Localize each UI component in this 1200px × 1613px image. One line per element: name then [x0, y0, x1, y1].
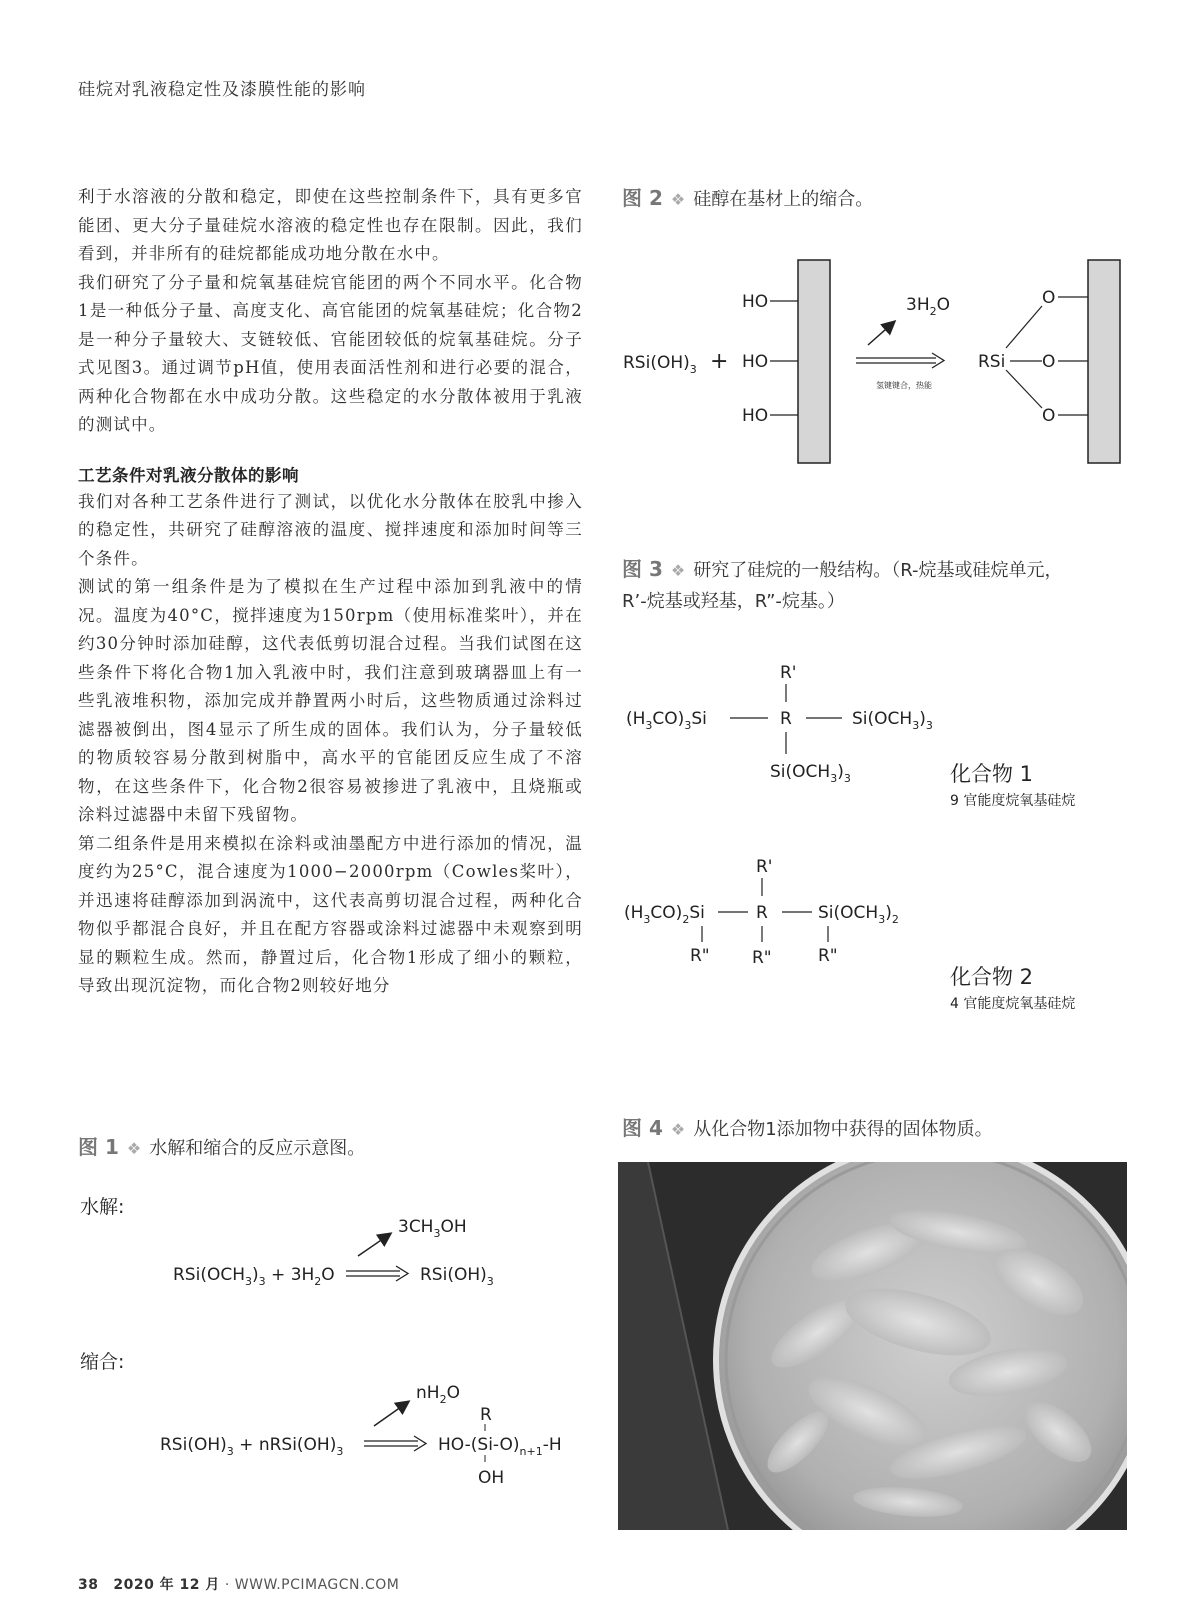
figure-2-caption [622, 183, 873, 215]
r-double-prime-label: R" [752, 948, 772, 968]
paragraph: 测试的第一组条件是为了模拟在生产过程中添加到乳液中的情况。温度为40°C，搅拌速度为150rpm（使用标准桨叶），并在约30分钟时添加硅醇，这代表低剪切混合过程。当我们试图在这些条件下将化合物1加入乳液中时，我们注意到玻璃器皿上有一些乳液堆积物，添加完成并静置两小时后，这些物质通过涂料过滤器被倒出，图4显示了所生成的固体。我们认为，分子量较低的物质较容易分散到树脂中，高水平的官能团反应生成了不溶物，在这些条件下，化合物2很容易被掺进了乳液中，且烧瓶或涂料过滤器中未留下残留物。 [78, 577, 583, 824]
hydrolysis-product: $RSi(OH)_3$ [420, 1265, 494, 1288]
silane-center: RSi [978, 352, 1006, 372]
figure-1-caption-text: 水解和缩合的反应示意图。 [149, 1138, 366, 1159]
paragraph: 我们研究了分子量和烷氧基硅烷官能团的两个不同水平。化合物1是一种低分子量、高度支化、高官能团的烷氧基硅烷；化合物2是一种分子量较大、支链较低、官能团较低的烷氧基硅烷。分子式见图3。通过调节pH值，使用表面活性剂和进行必要的混合，两种化合物都在水中成功分散。这些稳定的水分散体被用于乳液的测试中。 [78, 272, 583, 434]
section-title: 工艺条件对乳液分散体的影响 [78, 465, 299, 485]
r-double-prime-label: R" [690, 946, 710, 966]
trimethoxysilyl-group: $Si(OCH_3)_3$ [770, 762, 851, 785]
paragraph: 第二组条件是用来模拟在涂料或油墨配方中进行添加的情况，温度约为25°C，混合速度为1000−2000rpm（Cowles桨叶），并迅速将硅醇添加到涡流中，这代表高剪切混合过程，两种化合物似乎都混合良好，并且在配方容器或涂料过滤器中未观察到明显的颗粒生成。然而，静置过后，化合物1形成了细小的颗粒，导致出现沉淀物，而化合物2则较好地分 [78, 833, 583, 995]
figure-3-label: 图 3 [622, 557, 663, 581]
figure-3-caption [622, 554, 1122, 617]
r-double-prime-label: R" [818, 946, 838, 966]
figure-2-caption-text: 硅醇在基材上的缩合。 [693, 189, 874, 210]
hydroxyl-label: HO [742, 406, 769, 426]
trimethoxysilyl-group: $Si(OCH_3)_3$ [852, 709, 933, 732]
condensation-byproduct: $nH_2O$ [416, 1383, 460, 1406]
oxygen-label: O [1042, 352, 1056, 372]
arrow-note: 氢键键合，热能 [876, 381, 932, 390]
dimethoxysilyl-group: $(H_3CO)_2Si$ [624, 903, 705, 926]
oxygen-label: O [1042, 288, 1056, 308]
issue-date: 2020 年 12 月 [113, 1577, 220, 1593]
compound-2-name: 化合物 2 [950, 965, 1034, 989]
diamond-icon: ❖ [670, 190, 686, 209]
figure-4-caption-text: 从化合物1添加物中获得的固体物质。 [693, 1119, 993, 1140]
page-number: 38 [78, 1577, 99, 1593]
figure-3-caption-line1: 研究了硅烷的一般结构。（R-烷基或硅烷单元， [693, 560, 1063, 581]
r-center: R [756, 903, 768, 923]
dimethoxysilyl-group: $Si(OCH_3)_2$ [818, 903, 899, 926]
substrate-left [798, 260, 830, 463]
diamond-icon: ❖ [670, 1120, 686, 1139]
paragraph: 利于水溶液的分散和稳定，即使在这些控制条件下，具有更多官能团、更大分子量硅烷水溶液的稳定性也存在限制。因此，我们看到，并非所有的硅烷都能成功地分散在水中。 [78, 187, 583, 263]
trimethoxysilyl-group: $(H_3CO)_3Si$ [626, 709, 707, 732]
compound-1-desc: 9 官能度烷氧基硅烷 [950, 793, 1076, 809]
figure-3-diagram [618, 650, 1138, 1050]
figure-3-caption-line2: R’-烷基或羟基，R”-烷基。） [622, 591, 845, 612]
running-header: 硅烷对乳液稳定性及漆膜性能的影响 [78, 80, 366, 100]
figure-4-photo [618, 1162, 1127, 1530]
figure-1-diagram [78, 1180, 598, 1540]
r-center: R [780, 709, 792, 729]
condensation-product: $HO-(Si-O)_{n+1}-H$ [438, 1435, 562, 1458]
r-prime-label: R' [780, 663, 797, 683]
footer-separator: · [224, 1577, 230, 1593]
diamond-icon: ❖ [126, 1139, 142, 1158]
compound-1-name: 化合物 1 [950, 762, 1034, 786]
oxygen-label: O [1042, 406, 1056, 426]
r-prime-label: R' [756, 857, 773, 877]
condensation-oh-group: OH [478, 1468, 505, 1488]
petri-dish-photo [618, 1162, 1127, 1530]
hydrolysis-label: 水解: [80, 1196, 125, 1218]
hydroxyl-label: HO [742, 292, 769, 312]
figure-2-diagram [618, 240, 1138, 480]
figure-1-caption [78, 1132, 365, 1164]
page-footer [78, 1574, 399, 1594]
figure-1-label: 图 1 [78, 1135, 119, 1159]
figure-2-label: 图 2 [622, 186, 663, 210]
substrate-right [1088, 260, 1120, 463]
compound-2-desc: 4 官能度烷氧基硅烷 [950, 996, 1076, 1012]
hydrolysis-reactants: $RSi(OCH_3)_3 + 3H_2O$ [173, 1265, 335, 1288]
condensation-label: 缩合: [80, 1351, 125, 1373]
website-url: WWW.PCIMAGCN.COM [234, 1577, 400, 1593]
left-column [78, 183, 583, 1001]
plus-sign: + [710, 349, 729, 374]
diamond-icon: ❖ [670, 561, 686, 580]
silanol-reactant: $RSi(OH)_3$ [623, 353, 697, 376]
paragraph: 我们对各种工艺条件进行了测试，以优化水分散体在胶乳中掺入的稳定性，共研究了硅醇溶液的温度、搅拌速度和添加时间等三个条件。 [78, 491, 583, 568]
water-byproduct: $3H_2O$ [906, 295, 950, 318]
condensation-reactants: $RSi(OH)_3$ + $nRSi(OH)_3$ [160, 1435, 344, 1458]
figure-4-label: 图 4 [622, 1116, 663, 1140]
hydroxyl-label: HO [742, 352, 769, 372]
hydrolysis-byproduct: $3CH_3OH$ [398, 1217, 467, 1240]
condensation-r-group: R [480, 1405, 492, 1425]
figure-4-caption [622, 1113, 993, 1145]
